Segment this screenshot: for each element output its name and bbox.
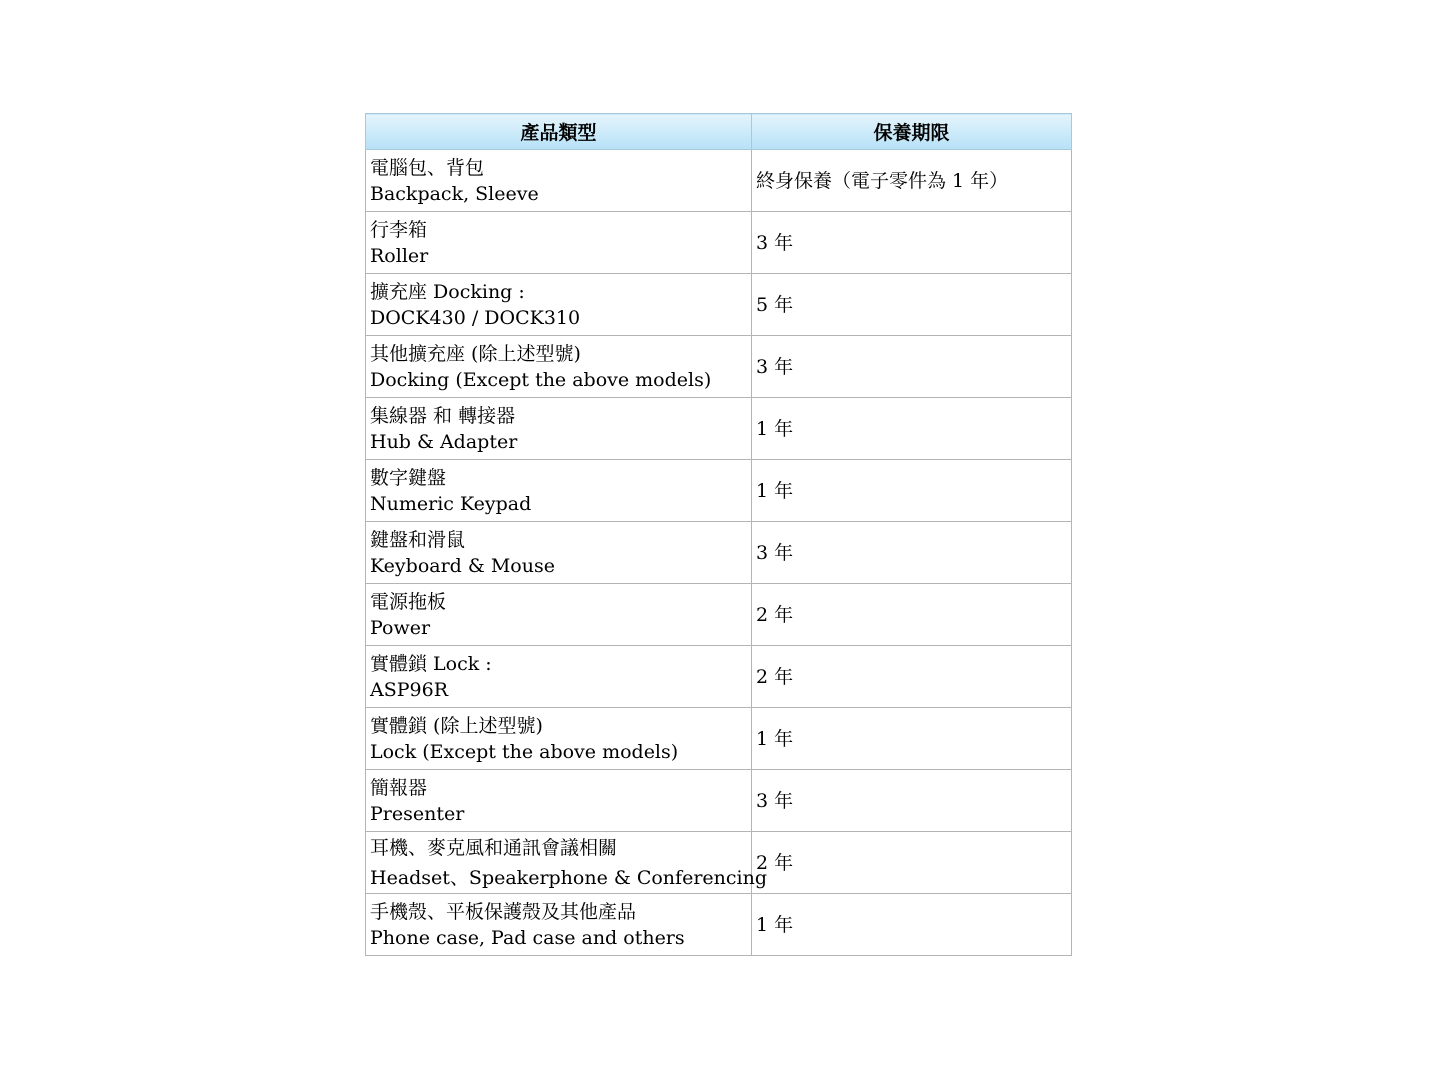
warranty-period-cell — [752, 336, 1072, 398]
table-row — [366, 212, 1072, 274]
warranty-period-cell — [752, 212, 1072, 274]
warranty-period-cell — [752, 894, 1072, 956]
product-type-zh: 鍵盤和滑鼠 — [370, 528, 466, 551]
product-type-en: Lock (Except the above models) — [370, 740, 679, 763]
product-type-zh: 數字鍵盤 — [370, 466, 447, 489]
table-row — [366, 770, 1072, 832]
product-type-zh: 電源拖板 — [370, 590, 447, 613]
warranty-period-cell — [752, 584, 1072, 646]
header-product-type: 產品類型 — [366, 114, 752, 150]
table-body — [366, 150, 1072, 956]
warranty-period-cell — [752, 460, 1072, 522]
product-type-zh: 電腦包、背包 — [370, 156, 485, 179]
product-type-cell — [366, 770, 752, 832]
warranty-period: 1 年 — [756, 727, 794, 750]
product-type-en: Hub & Adapter — [370, 430, 518, 453]
warranty-table — [365, 113, 1072, 956]
warranty-period: 3 年 — [756, 355, 794, 378]
header-warranty-period: 保養期限 — [752, 114, 1072, 150]
product-type-cell — [366, 832, 768, 894]
table-header — [366, 114, 1072, 150]
product-type-zh: 集線器 和 轉接器 — [370, 404, 516, 427]
product-type-en: Backpack, Sleeve — [370, 182, 539, 205]
warranty-period-cell — [752, 522, 1072, 584]
product-type-en: Roller — [370, 244, 429, 267]
warranty-period: 3 年 — [756, 231, 794, 254]
product-type-en: Presenter — [370, 802, 465, 825]
product-type-cell — [366, 398, 752, 460]
product-type-cell — [366, 584, 752, 646]
warranty-period: 2 年 — [756, 851, 794, 874]
warranty-period: 2 年 — [756, 603, 794, 626]
product-type-zh: 耳機、麥克風和通訊會議相關 — [370, 836, 618, 859]
warranty-period: 3 年 — [756, 541, 794, 564]
table-row — [366, 894, 1072, 956]
product-type-cell — [366, 708, 752, 770]
product-type-cell — [366, 150, 752, 212]
warranty-period-cell — [752, 150, 1072, 212]
table-row — [366, 336, 1072, 398]
warranty-period: 1 年 — [756, 913, 794, 936]
table-row — [366, 150, 1072, 212]
product-type-cell — [366, 274, 752, 336]
product-type-zh: 實體鎖 (除上述型號) — [370, 714, 543, 737]
table-row — [366, 274, 1072, 336]
product-type-zh: 行李箱 — [370, 218, 428, 241]
product-type-cell — [366, 336, 752, 398]
warranty-period-cell — [752, 708, 1072, 770]
warranty-period: 3 年 — [756, 789, 794, 812]
warranty-period: 2 年 — [756, 665, 794, 688]
product-type-cell — [366, 460, 752, 522]
product-type-en: DOCK430 / DOCK310 — [370, 306, 581, 329]
product-type-zh: 其他擴充座 (除上述型號) — [370, 342, 581, 365]
warranty-period: 1 年 — [756, 479, 794, 502]
warranty-period-cell — [752, 274, 1072, 336]
product-type-en: Phone case, Pad case and others — [370, 926, 685, 949]
table-row — [366, 832, 1072, 894]
table-row — [366, 522, 1072, 584]
product-type-cell — [366, 212, 752, 274]
product-type-en: Keyboard & Mouse — [370, 554, 555, 577]
product-type-en: ASP96R — [370, 678, 449, 701]
product-type-cell — [366, 894, 752, 956]
product-type-zh: 實體鎖 Lock : — [370, 652, 492, 675]
warranty-period-cell — [752, 646, 1072, 708]
product-type-en: Power — [370, 616, 431, 639]
product-type-cell — [366, 522, 752, 584]
product-type-zh: 手機殼、平板保護殼及其他產品 — [370, 900, 637, 923]
product-type-en: Docking (Except the above models) — [370, 368, 712, 391]
product-type-en: Headset、Speakerphone & Conferencing — [370, 866, 768, 889]
product-type-zh: 擴充座 Docking : — [370, 280, 525, 303]
table-row — [366, 584, 1072, 646]
header-row — [366, 114, 1072, 150]
product-type-zh: 簡報器 — [370, 776, 428, 799]
warranty-period: 終身保養（電子零件為 1 年） — [756, 169, 1009, 192]
table-row — [366, 708, 1072, 770]
warranty-period-cell — [752, 398, 1072, 460]
warranty-period: 1 年 — [756, 417, 794, 440]
warranty-period-cell — [752, 770, 1072, 832]
table-row — [366, 646, 1072, 708]
table-row — [366, 460, 1072, 522]
product-type-en: Numeric Keypad — [370, 492, 532, 515]
product-type-cell — [366, 646, 752, 708]
table-row — [366, 398, 1072, 460]
warranty-period-cell — [752, 832, 1072, 894]
warranty-period: 5 年 — [756, 293, 794, 316]
